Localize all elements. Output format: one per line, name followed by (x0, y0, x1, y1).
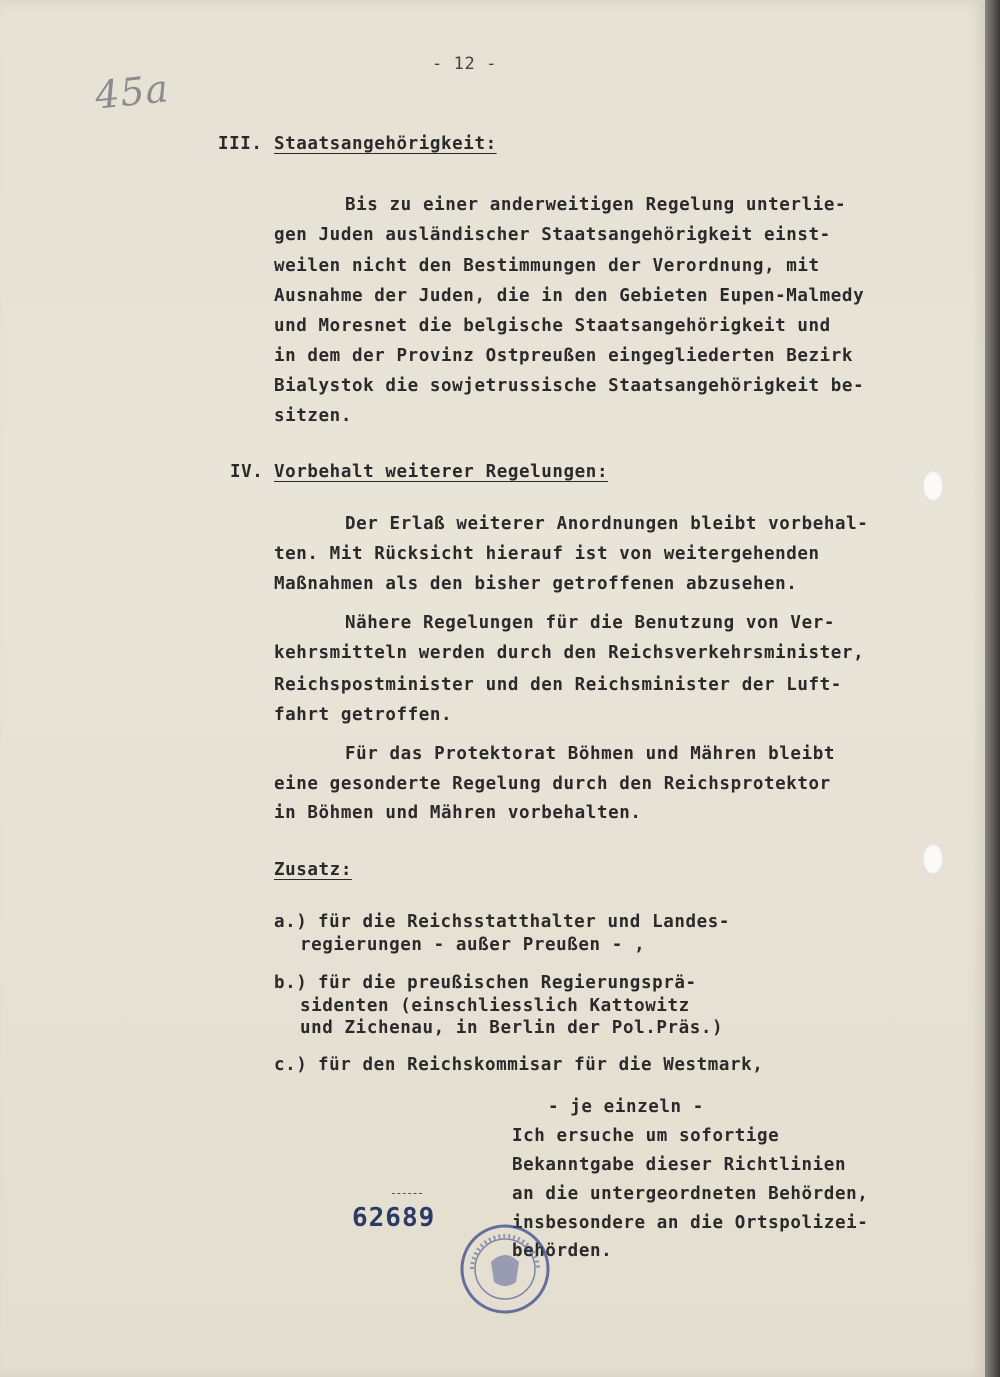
section-4-line: ten. Mit Rücksicht hierauf ist von weitergehenden (274, 544, 820, 564)
section-3-line: weilen nicht den Bestimmungen der Verordnung, mit (274, 256, 820, 276)
punch-hole-lower (922, 843, 944, 875)
archive-stamp (458, 1222, 552, 1316)
section-4-line: Für das Protektorat Böhmen und Mähren bleibt (345, 744, 835, 764)
section-4-heading: Vorbehalt weiterer Regelungen: (274, 462, 609, 482)
zusatz-item-line: und Zichenau, in Berlin der Pol.Präs.) (300, 1018, 724, 1038)
closing-line: Ich ersuche um sofortige (512, 1126, 780, 1146)
page-edge-shadow (985, 0, 1000, 1377)
section-3-line: Ausnahme der Juden, die in den Gebieten Eupen-Malmedy (274, 286, 865, 306)
section-4-line: in Böhmen und Mähren vorbehalten. (274, 803, 642, 823)
closing-line: - je einzeln - (548, 1097, 704, 1117)
zusatz-item-line: für die preußischen Regierungsprä- (318, 973, 697, 993)
section-3-line: Bialystok die sowjetrussische Staatsangehörigkeit be- (274, 376, 865, 396)
section-3-line: gen Juden ausländischer Staatsangehörigkeit einst- (274, 225, 831, 245)
section-3-line: Bis zu einer anderweitigen Regelung unterlie- (345, 195, 847, 215)
closing-line: an die untergeordneten Behörden, (512, 1184, 869, 1204)
archive-number: 62689 (352, 1203, 436, 1233)
closing-line: Bekanntgabe dieser Richtlinien (512, 1155, 847, 1175)
folio-number: 45a (92, 66, 172, 118)
zusatz-heading: Zusatz: (274, 860, 352, 880)
zusatz-item-line: für die Reichsstatthalter und Landes- (318, 912, 731, 932)
section-4-line: kehrsmitteln werden durch den Reichsverkehrsminister, (274, 643, 865, 663)
dashed-mark (392, 1193, 422, 1194)
zusatz-item-label: b.) (274, 973, 308, 993)
closing-line: behörden. (512, 1241, 613, 1261)
section-4-line: Maßnahmen als den bisher getroffenen abzusehen. (274, 574, 798, 594)
page-number: - 12 - (432, 54, 498, 74)
zusatz-item-line: sidenten (einschliesslich Kattowitz (300, 996, 690, 1016)
zusatz-item-line: regierungen - außer Preußen - , (300, 935, 646, 955)
section-4-line: Der Erlaß weiterer Anordnungen bleibt vorbehal- (345, 514, 869, 534)
section-3-heading: Staatsangehörigkeit: (274, 134, 497, 154)
zusatz-item-line: für den Reichskommisar für die Westmark, (318, 1055, 764, 1075)
closing-line: insbesondere an die Ortspolizei- (512, 1213, 869, 1233)
zusatz-item-label: a.) (274, 912, 308, 932)
section-4-line: Reichspostminister und den Reichsminister der Luft- (274, 675, 842, 695)
section-3-line: in dem der Provinz Ostpreußen eingegliederten Bezirk (274, 346, 854, 366)
section-4-line: eine gesonderte Regelung durch den Reichsprotektor (274, 774, 831, 794)
zusatz-item-label: c.) (274, 1055, 308, 1075)
section-3-number: III. (218, 134, 263, 154)
punch-hole-upper (922, 470, 944, 502)
section-4-line: fahrt getroffen. (274, 705, 453, 725)
section-3-line: und Moresnet die belgische Staatsangehörigkeit und (274, 316, 831, 336)
section-3-line: sitzen. (274, 406, 352, 426)
section-4-number: IV. (230, 462, 264, 482)
section-4-line: Nähere Regelungen für die Benutzung von Ver- (345, 613, 835, 633)
